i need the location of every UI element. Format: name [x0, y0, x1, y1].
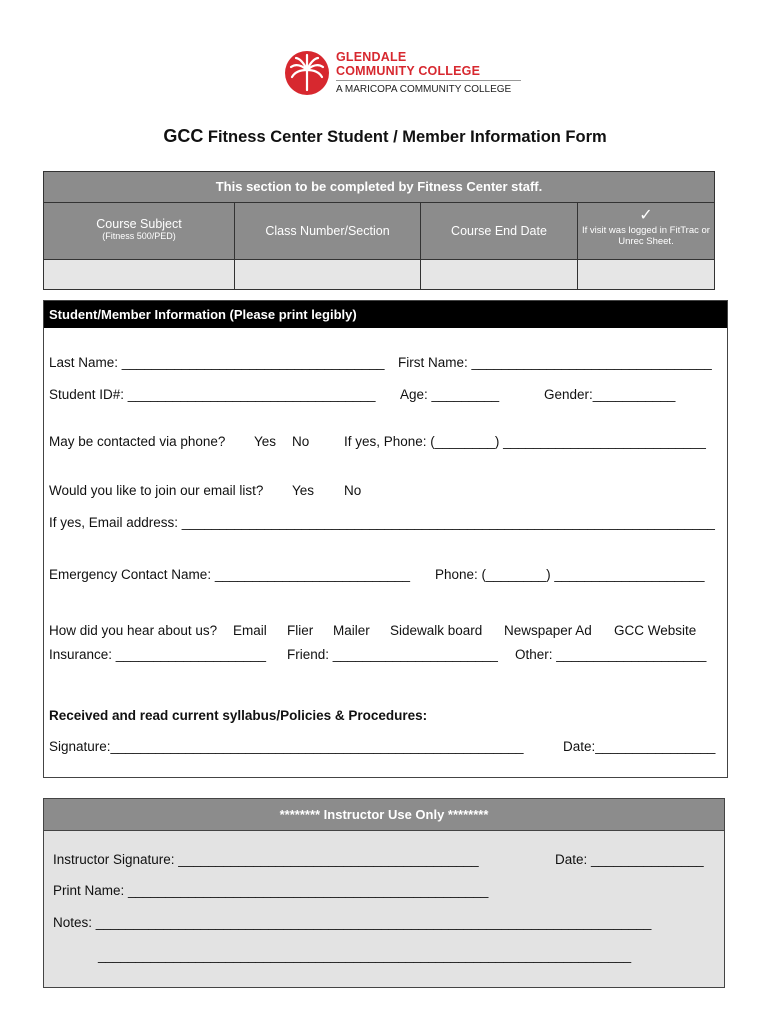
- insurance-field[interactable]: Insurance: ____________________: [49, 647, 266, 662]
- hear-option-flier[interactable]: Flier: [287, 623, 314, 638]
- palm-tree-icon: [284, 50, 330, 96]
- col-class-number: Class Number/Section: [235, 203, 421, 259]
- hear-about-question: How did you hear about us?: [49, 623, 218, 638]
- hear-option-mailer[interactable]: Mailer: [333, 623, 370, 638]
- student-id-field[interactable]: Student ID#: _________________________________: [49, 387, 376, 402]
- notes-field[interactable]: Notes: __________________________________________________________________________: [53, 915, 652, 930]
- hear-option-gcc-website[interactable]: GCC Website: [614, 623, 697, 638]
- first-name-field[interactable]: First Name: ________________________________: [398, 355, 712, 370]
- col-course-end-date: Course End Date: [421, 203, 578, 259]
- class-number-field[interactable]: [235, 259, 421, 289]
- col-visit-logged: [578, 203, 714, 259]
- other-field[interactable]: Other: ____________________: [515, 647, 707, 662]
- gender-field[interactable]: Gender:___________: [544, 387, 676, 402]
- signature-field[interactable]: Signature:_______________________________________________________: [49, 739, 524, 754]
- email-no-option[interactable]: No: [344, 483, 362, 498]
- email-address-field[interactable]: If yes, Email address: _______________________________________________________________________: [49, 515, 715, 530]
- last-name-field[interactable]: Last Name: ___________________________________: [49, 355, 385, 370]
- col-visit-logged-label: If visit was logged in FitTrac or Unrec Sheet.: [582, 225, 710, 247]
- checkmark-icon: ✓: [639, 207, 653, 224]
- phone-number-field[interactable]: If yes, Phone: (________) ___________________________: [344, 434, 706, 449]
- hear-option-sidewalk-board[interactable]: Sidewalk board: [390, 623, 483, 638]
- logo-line-1: GLENDALE: [336, 50, 407, 64]
- title-rest: Fitness Center Student / Member Information Form: [203, 128, 607, 146]
- hear-option-email[interactable]: Email: [233, 623, 267, 638]
- instructor-section-header: ******** Instructor Use Only ********: [44, 799, 724, 831]
- syllabus-statement: Received and read current syllabus/Policies & Procedures:: [49, 708, 428, 723]
- title-prefix: GCC: [163, 126, 204, 146]
- student-section-header: Student/Member Information (Please print legibly): [44, 301, 727, 328]
- logo-line-2: COMMUNITY COLLEGE: [336, 64, 481, 78]
- student-section: [43, 300, 728, 778]
- logo-divider: [336, 80, 521, 81]
- instructor-section: [43, 798, 725, 988]
- course-end-date-field[interactable]: [421, 259, 578, 289]
- phone-yes-option[interactable]: Yes: [254, 434, 277, 449]
- phone-no-option[interactable]: No: [292, 434, 310, 449]
- form-title: [0, 126, 770, 147]
- course-subject-field[interactable]: [44, 259, 235, 289]
- visit-logged-field[interactable]: [578, 259, 714, 289]
- phone-question: May be contacted via phone?: [49, 434, 226, 449]
- hear-option-newspaper-ad[interactable]: Newspaper Ad: [504, 623, 592, 638]
- notes-field-line-2[interactable]: _______________________________________________________________________: [98, 948, 632, 963]
- email-list-question: Would you like to join our email list?: [49, 483, 264, 498]
- emergency-contact-field[interactable]: Emergency Contact Name: __________________________: [49, 567, 411, 582]
- instructor-date-field[interactable]: Date: _______________: [555, 852, 704, 867]
- college-logo: [284, 50, 524, 100]
- email-yes-option[interactable]: Yes: [292, 483, 315, 498]
- instructor-signature-field[interactable]: Instructor Signature: ________________________________________: [53, 852, 479, 867]
- col-course-subject: [44, 203, 235, 259]
- col-course-subject-sub: (Fitness 500/PED): [102, 231, 176, 241]
- signature-date-field[interactable]: Date:________________: [563, 739, 716, 754]
- age-field[interactable]: Age: _________: [400, 387, 500, 402]
- staff-section-header: This section to be completed by Fitness Center staff.: [44, 172, 714, 203]
- friend-field[interactable]: Friend: ______________________: [287, 647, 498, 662]
- print-name-field[interactable]: Print Name: ________________________________________________: [53, 883, 489, 898]
- logo-line-3: A MARICOPA COMMUNITY COLLEGE: [336, 84, 512, 95]
- emergency-phone-field[interactable]: Phone: (________) ____________________: [435, 567, 705, 582]
- staff-section: [43, 171, 715, 290]
- col-course-subject-label: Course Subject: [96, 217, 182, 231]
